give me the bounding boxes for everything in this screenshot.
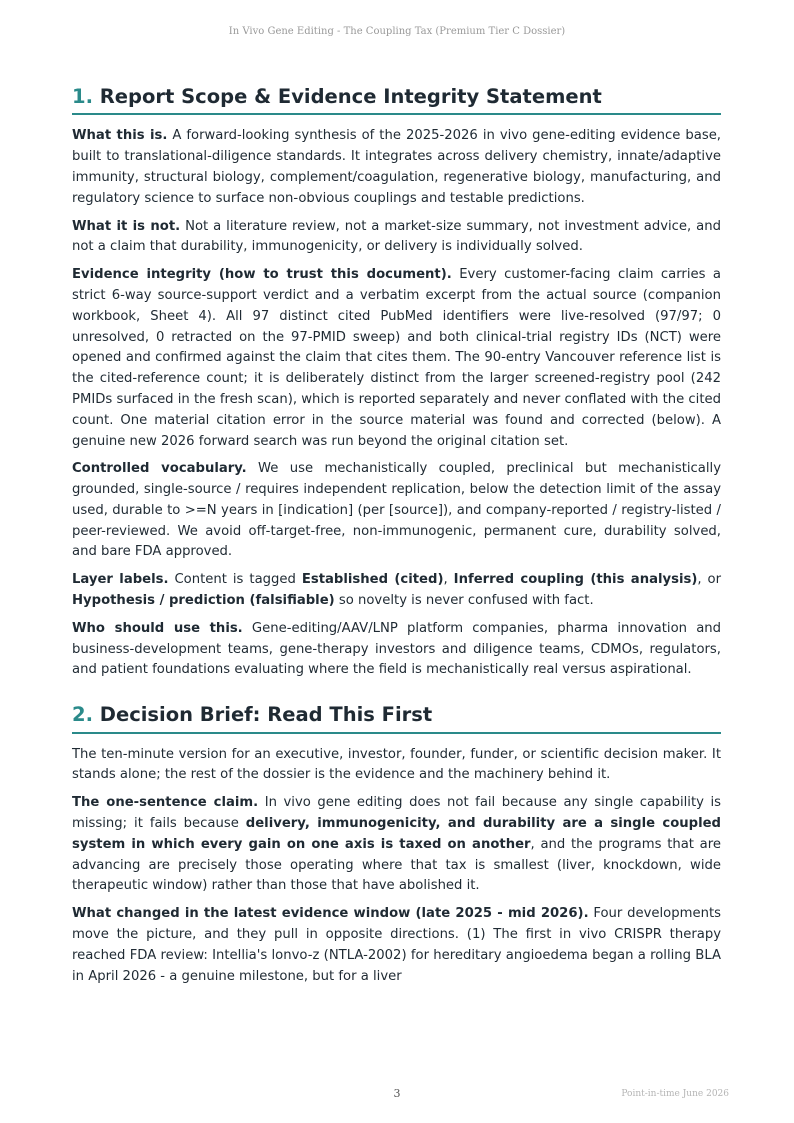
paragraph-controlled-vocabulary	[72, 459, 721, 563]
layer-label-hypothesis: Hypothesis / prediction (falsifiable)	[72, 593, 335, 609]
paragraph-one-sentence-claim	[72, 793, 721, 897]
paragraph-emphasis: delivery, immunogenicity, and durability are a single coupled system in which every gain on one axis is taxed on another	[72, 816, 721, 852]
paragraph-text: , or	[697, 572, 722, 588]
paragraph-lead: Controlled vocabulary.	[72, 461, 247, 477]
section-heading-1	[72, 84, 721, 115]
paragraph-what-this-is	[72, 126, 721, 209]
paragraph-text: A forward-looking synthesis of the 2025-2026 in vivo gene-editing evidence base, built to translational-diligence standards. It integrates across delivery chemistry, innate/adaptive immunity, structural biology, complement/coagulation, regenerative biology, manufacturing, and regulatory science to surface non-obvious couplings and testable predictions.	[72, 128, 721, 206]
paragraph-text: Every customer-facing claim carries a strict 6-way source-support verdict and a verbatim excerpt from the actual source (companion workbook, Sheet 4). All 97 distinct cited PubMed identifiers were live-resolved (97/97; 0 unresolved, 0 retracted on the 97-PMID sweep) and both clinical-trial registry IDs (NCT) were opened and confirmed against the claim that cites them. The 90-entry Vancouver reference list is the cited-reference count; it is deliberately distinct from the larger screened-registry pool (242 PMIDs surfaced in the fresh scan), which is reported separately and never conflated with the cited count. One material citation error in the source material was found and corrected (below). A genuine new 2026 forward search was run beyond the original citation set.	[72, 267, 721, 449]
paragraph-lead: Who should use this.	[72, 620, 243, 636]
paragraph-text: ,	[443, 572, 454, 588]
section-number: 2.	[72, 703, 93, 727]
running-header: In Vivo Gene Editing - The Coupling Tax (Premium Tier C Dossier)	[228, 26, 566, 37]
paragraph-lead: The one-sentence claim.	[72, 795, 259, 811]
paragraph-lead: What changed in the latest evidence window (late 2025 - mid 2026).	[72, 906, 589, 922]
paragraph-lead: What this is.	[72, 128, 168, 144]
section-number: 1.	[72, 85, 93, 108]
paragraph-evidence-integrity	[72, 265, 721, 452]
paragraph-lead: Evidence integrity (how to trust this document).	[72, 267, 452, 283]
paragraph-text: Four developments move the picture, and they pull in opposite directions. (1) The first in vivo CRISPR therapy reached FDA review: Intellia's lonvo-z (NTLA-2002) for hereditary angioedema began a rolling BLA in April 2026 - a genuine milestone, but for a liver	[72, 906, 721, 984]
paragraph-what-it-is-not	[72, 217, 721, 259]
paragraph-who-should-use	[72, 619, 721, 681]
footer-note: Point-in-time June 2026	[621, 1089, 729, 1099]
paragraph-what-changed	[72, 904, 721, 987]
paragraph-text: so novelty is never confused with fact.	[334, 593, 594, 609]
paragraph-text: Gene-editing/AAV/LNP platform companies, pharma innovation and business-development teams, gene-therapy investors and diligence teams, CDMOs, regulators, and patient foundations evaluating where the field is mechanistically real versus aspirational.	[72, 620, 722, 678]
page-content	[72, 84, 721, 994]
paragraph-lead: Layer labels.	[72, 572, 169, 588]
layer-label-inferred: Inferred coupling (this analysis)	[453, 572, 698, 588]
section-heading-2	[72, 702, 721, 733]
paragraph-layer-labels	[72, 570, 721, 612]
paragraph-text: We use mechanistically coupled, preclinical but mechanistically grounded, single-source / requires independent replication, below the detection limit of the assay used, durable to >=N years in [indication] (per [source]), and company-reported / registry-listed / peer-reviewed. We avoid off-target-free, non-immunogenic, permanent cure, durability solved, and bare FDA approved.	[72, 461, 722, 560]
page-number: 3	[393, 1087, 401, 1100]
paragraph-text: Not a literature review, not a market-size summary, not investment advice, and not a claim that durability, immunogenicity, or delivery is individually solved.	[72, 218, 721, 255]
paragraph-text: In vivo gene editing does not fail because any single capability is missing; it fails because	[72, 795, 721, 831]
paragraph-text: Content is tagged	[168, 572, 302, 588]
paragraph-intro: The ten-minute version for an executive, investor, founder, funder, or scientific decision maker. It stands alone; the rest of the dossier is the evidence and the machinery behind it.	[72, 746, 721, 783]
paragraph-lead: What it is not.	[72, 218, 181, 234]
paragraph-text: , and the programs that are advancing are precisely those operating where that tax is smallest (liver, knockdown, wide therapeutic window) rather than those that have abolished it.	[72, 836, 722, 894]
section-title: Decision Brief: Read This First	[99, 703, 433, 727]
layer-label-established: Established (cited)	[301, 572, 444, 588]
section-title: Report Scope & Evidence Integrity Statement	[99, 85, 602, 108]
